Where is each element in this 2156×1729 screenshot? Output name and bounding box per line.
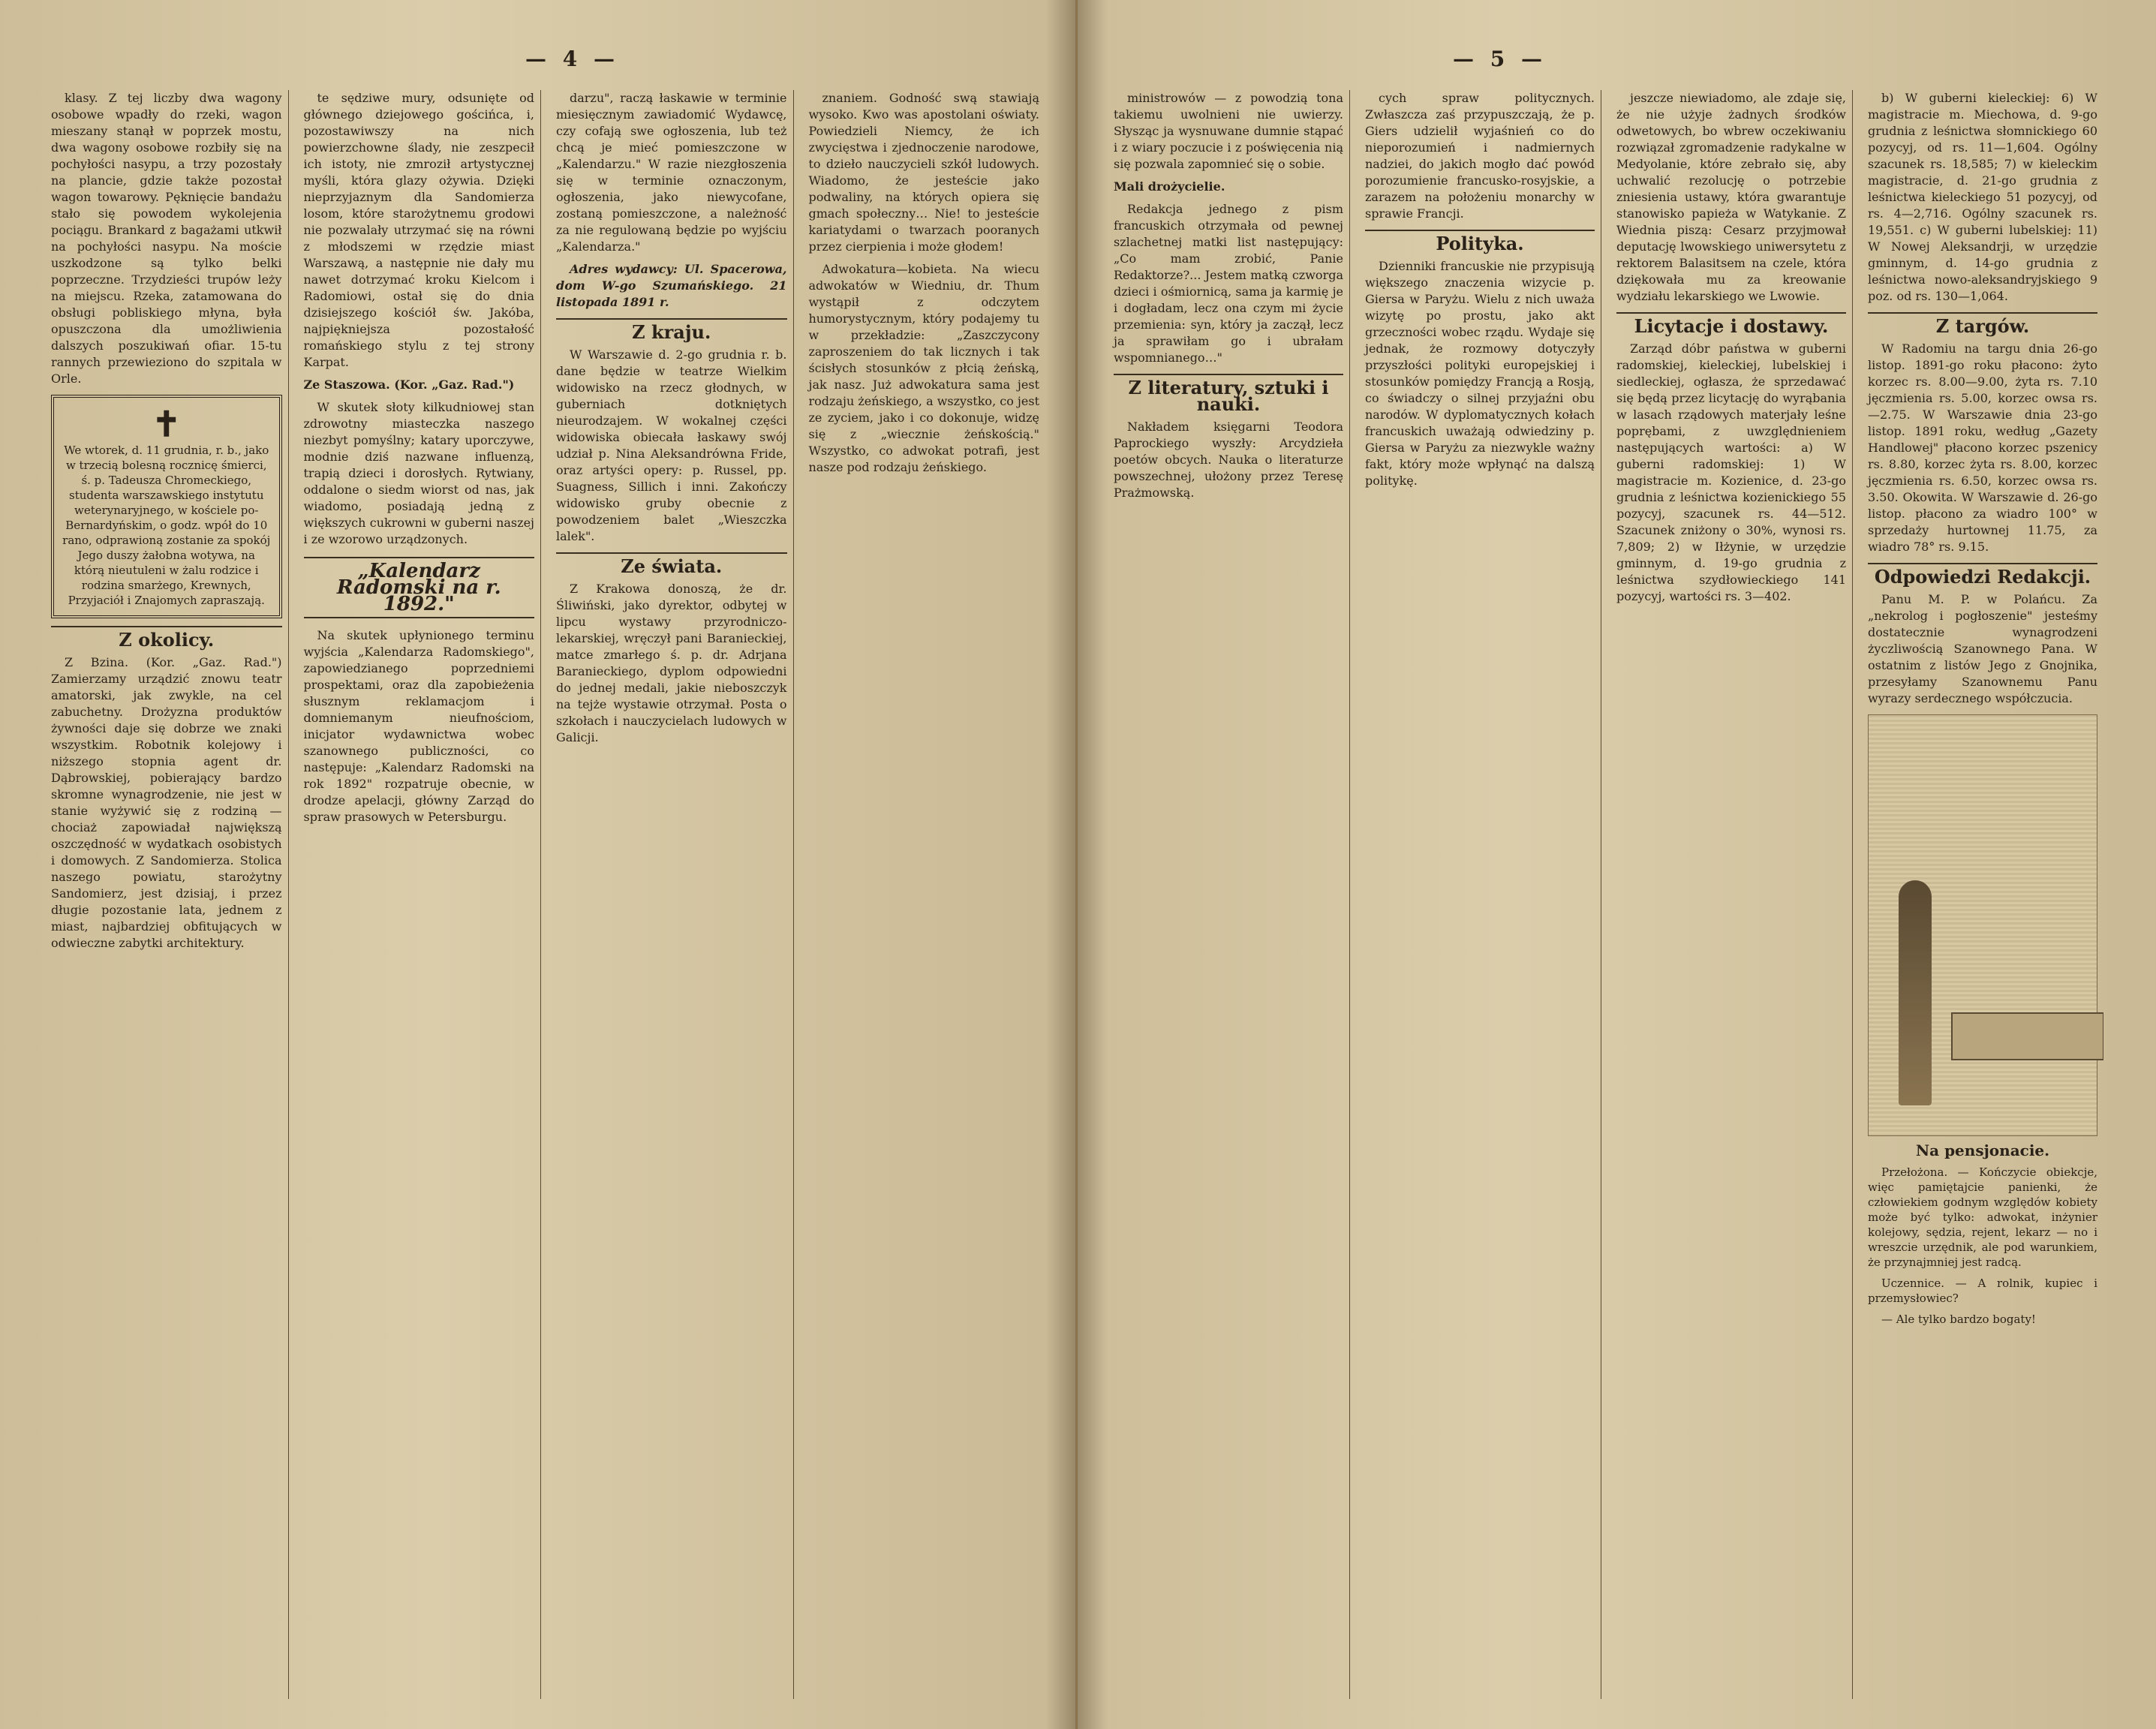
article-text: Na skutek upłynionego terminu wyjścia „Kalendarza Radomskiego", zapowiedzianego poprzedniemi prospektami, oraz dla zapobieżenia słusznym reklamacjom i domniemanym nieufnościom, inicjator wydawnictwa wobec szanownego publiczności, co następuje: „Kalendarz Radomski na rok 1892" rozpatruje obecnie, w drodze apelacji, główny Zarząd do spraw prasowych w Petersburgu. — [303, 628, 534, 824]
illustration-table — [1951, 1012, 2103, 1060]
section-heading: Ze świata. — [556, 552, 787, 575]
column-2 — [298, 90, 542, 1699]
article-text: darzu", raczą łaskawie w terminie miesięcznym zawiadomić Wydawcę, czy cofają swe ogłoszenia, lub też chcą je mieć pomieszczone w „Kalendarzu." W razie niezgłoszenia się w terminie oznaczonym, ogłoszenia, jako niewycofane, zostaną pomieszczone, a należność za nie regulowaną będzie po wyjściu „Kalendarza." — [556, 91, 787, 254]
article-text: Dzienniki francuskie nie przypisują większego znaczenia wizycie p. Giersa w Paryżu. Wielu z nich uważa wizytę po prostu, jako akt grzeczności wobec rządu. Wydaje się jednak, że rozmowy dotyczyły przyszłości polityki europejskiej i stosunków pomiędzy Francją a Rosją, co świadczy o silnej przyjaźni obu narodów. W dyplomatycznych kołach francuskich uważają odwiedziny p. Giersa w Paryżu za niezwykle ważny fakt, który może wpłynąć na dalszą politykę. — [1365, 259, 1595, 488]
column-1 — [45, 90, 289, 1699]
section-heading: Licytacje i dostawy. — [1616, 312, 1846, 335]
illustration-caption: Na pensjonacie. — [1915, 1141, 2050, 1159]
subheading: Ze Staszowa. (Kor. „Gaz. Rad.") — [303, 377, 515, 392]
caption-dialogue — [1868, 1165, 2097, 1327]
article-text: jeszcze niewiadomo, ale zdaje się, że nie użyje żadnych środków odwetowych, bo wbrew oczekiwaniu rozwiązał zgromadzenie radykalne w Medyolanie, które zebrało się, aby uchwalić rezolucję o potrzebie zniesienia ustawy, która gwarantuje stanowisko papieża w Watykanie. Z Wiednia piszą: Cesarz przyjmował deputację lwowskiego uniwersytetu z rektorem Balasitsem na czele, która dziękowała mu za kreowanie wydziału lekarskiego we Lwowie. — [1616, 91, 1846, 303]
article-text: znaniem. Godność swą stawiają wysoko. Kwo was apostolani oświaty. Powiedzieli Niemcy, że ich zwycięstwa i zjednoczenie narodowe, to dzieło nauczycieli szkół ludowych. Wiadomo, że jesteście jako podwaliny, na których opiera się gmach społeczny… Nie! to jesteście kariatydami o twarzach pooranych przez cierpienia i może głodem! — [808, 91, 1039, 254]
article-text: Redakcja jednego z pism francuskich otrzymała od pewnej szlachetnej matki list następujący: „Co mam zrobić, Panie Redaktorze?... Jestem matką czworga dzieci i ośmiornicą, sama ja karmię je i dogładam, lecz ona czym mi życie przemienia: syn, który ja zaczął, lecz ja sprawiłam go i ubrałam wspomnianego…" — [1114, 202, 1343, 365]
columns — [1108, 90, 2103, 1699]
article-text: Adwokatura—kobieta. Na wiecu adwokatów w Wiedniu, dr. Thum wystąpił z odczytem humorystycznym, który podajemy tu w przekładzie: „Zaszczycony zaproszeniem do tak licznych i tak ścisłych stosunków z płcią żeńską, jak nasz. Już adwokatura sama jest rodzaju żeńskiego, a wszystko, co jest ze zyciem, jako i co dokonuje, widzę się z „wiecznie żeńskością." Wszystko, co adwokat potrafi, jest nasze pod rodzaju żeńskiego. — [808, 262, 1039, 474]
dialogue-line: Przełożona. — Kończycie obiekcje, więc pamiętajcie panienki, że człowiekiem godnym względów kobiety może być tylko: adwokat, inżynier kolejowy, sędzia, rejent, lekarz — no i wreszcie urzędnik, ale pod warunkiem, że przynajmniej jest radcą. — [1868, 1165, 2097, 1269]
article-text: Panu M. P. w Polańcu. Za „nekrolog i pogłoszenie" jesteśmy dostatecznie wynagrodzeni życzliwością Szanownego Pana. W ostatnim z listów Jego z Gnojnika, przesyłamy Szanownemu Panu wyrazy serdecznego współczucia. — [1868, 592, 2097, 705]
section-heading: Z okolicy. — [51, 626, 282, 648]
article-text: Nakładem księgarni Teodora Paprockiego wyszły: Arcydzieła poetów obcych. Nauka o literaturze powszechnej, ułożony przez Teresę Prażmowską. — [1114, 419, 1343, 500]
announcement-heading: „Kalendarz Radomski na r. 1892." — [304, 557, 535, 618]
columns — [45, 90, 1045, 1699]
section-heading: Polityka. — [1365, 230, 1595, 252]
illustration-figure — [1899, 880, 1932, 1105]
obituary-text: We wtorek, d. 11 grudnia, r. b., jako w trzecią bolesną rocznicę śmierci, ś. p. Tadeusza Chromeckiego, studenta warszawskiego instytutu weterynaryjnego, w kościele po-Bernardyńskim, o godz. wpół do 10 rano, odprawioną zostanie za spokój Jego duszy żałobna wotywa, na którą nieutuleni w żalu rodzice i rodzina smarżego, Krewnych, Przyjaciół i Znajomych zapraszają. — [62, 444, 271, 607]
column-4 — [803, 90, 1046, 1699]
section-heading: Z targów. — [1868, 312, 2097, 335]
page-gutter-shadow — [1078, 0, 1108, 1729]
column-2 — [1359, 90, 1601, 1699]
column-4 — [1862, 90, 2103, 1699]
publisher-address: Adres wydawcy: Ul. Spacerowa, dom W-go Szumańskiego. 21 listopada 1891 r. — [556, 262, 787, 309]
column-3 — [550, 90, 794, 1699]
engraving-illustration — [1868, 714, 2097, 1136]
dialogue-line: — Ale tylko bardzo bogaty! — [1881, 1313, 2036, 1326]
column-1 — [1108, 90, 1350, 1699]
article-text: ministrowów — z powodzią tona takiemu uwolnieni nie uwierzy. Słysząc ja wysnuwane dumnie stąpać i z wiary poczucie i z poświęcenia nią się pozwala zapomnieć się o sobie. — [1114, 91, 1343, 171]
dialogue-line: Uczennice. — A rolnik, kupiec i przemysłowiec? — [1868, 1276, 2097, 1305]
page-number: — 4 — — [525, 47, 619, 71]
article-text: cych spraw politycznych. Zwłaszcza zaś przypuszczają, że p. Giers udzielił wyjaśnień co do nieporozumień i nadmiernych nadziei, do jakich mogło dać powód porozumienie francusko-rosyjskie, a zarazem na położeniu monarchy w sprawie Francji. — [1365, 91, 1595, 221]
article-text: Z Krakowa donoszą, że dr. Śliwiński, jako dyrektor, odbytej w lipcu wystawy przyrodniczo-lekarskiej, wręczył pani Baranieckiej, matce zmarłego ś. p. dr. Adrjana Baranieckiego, dyplom odpowiedni do jednej medali, jakie nieboszczyk na tejże wystawie otrzymał. Posta o szkołach i nauczycielach ludowych w Galicji. — [556, 582, 787, 744]
subheading: Mali drożycielie. — [1114, 179, 1225, 194]
article-text: te sędziwe mury, odsunięte od głównego dziejowego gościńca, i, pozostawiwszy na nich powierzchowne ślady, nie zeszpecił ich istoty, nie zmroził artystycznej myśli, która glazy ożywia. Dzięki nieprzyjaznym dla Sandomierza losom, które starożytnemu grodowi nie pozwalały utrzymać się na równi z młodszemi w rzędzie miast Warszawą, a następnie nie dały mu nawet dotrzymać kroku Kielcom i Radomiowi, ostał się do dnia dzisiejszego kościół św. Jakóba, najpiękniejsza pozostałość romańskiego stylu z tej strony Karpat. — [303, 91, 534, 369]
article-text: Z Bzina. (Kor. „Gaz. Rad.") Zamierzamy urządzić znowu teatr amatorski, jak zwykle, na cel zabuchetny. Drożyzna produktów żywności daje się dobrze we znaki wszystkim. Robotnik kolejowy i niższego stopnia agent dr. Dąbrowskiej, pobierający bardzo skromne wynagrodzenie, nie jest w stanie wyżywić się z rodziną — chociaż zapowiadał największą oszczędność w wydatkach osobistych i domowych. Z Sandomierza. Stolica naszego powiatu, starożytny Sandomierz, jest dzisiaj, i przez długie pozostanie lata, jednem z miast, najbardziej obfitujących w odwieczne zabytki architektury. — [51, 655, 282, 950]
column-3 — [1610, 90, 1853, 1699]
cross-icon: ✝ — [152, 404, 182, 444]
article-text: Zarząd dóbr państwa w guberni radomskiej, kieleckiej, lubelskiej i siedleckiej, ogłasza, że sprzedawać się będą przez licytację do wyrąbania w lasach rządowych materjały leśne poprębami, z uwzględnieniem następujących wartości: a) W guberni radomskiej: 1) W magistracie m. Kozienice, d. 23-go grudnia z leśnictwa kozienickiego 55 pozycyj, szacunek rs. 44—512. Szacunek zniżony o 30%, wynosi rs. 7,809; 2) w Iłżynie, w urzędzie gminnym, d. 19-go grudnia z leśnictwa szydłowieckiego 141 pozycyj, wartości rs. 3—402. — [1616, 341, 1846, 603]
article-text: W skutek słoty kilkudniowej stan zdrowotny miasteczka naszego niezbyt pomyślny; katary uporczywe, modnie dziś nazwane influenzą, trapią dzieci i dorosłych. Rytwiany, oddalone o siedm wiorst od nas, jak wiadomo, posiadają jedną z większych cukrowni w guberni naszej i ze wzorowo urządzonych. — [303, 400, 534, 546]
article-text: W Radomiu na targu dnia 26-go listop. 1891-go roku płacono: żyto korzec rs. 8.00—9.00, żyta rs. 7.10 jęczmienia rs. 5.00, korzec owsa rs. —2.75. W Warszawie dnia 23-go listop. 1891 roku, według „Gazety Handlowej" płacono korzec pszenicy rs. 8.80, korzec żyta rs. 8.00, korzec jęczmienia rs. 6.50, korzec owsa rs. 3.50. Okowita. W Warszawie d. 26-go listop. płacono za wiadro 100° w sprzedaży hurtownej 11.75, za wiadro 78° rs. 9.15. — [1868, 341, 2097, 554]
obituary-notice — [51, 395, 282, 618]
article-text: W Warszawie d. 2-go grudnia r. b. dane będzie w teatrze Wielkim widowisko na rzecz głodnych, w guberniach dotkniętych nieurodzajem. W wokalnej części widowiska obiecała łaskawy swój udział p. Nina Aleksandrówna Fride, oraz artyści opery: p. Russel, pp. Suagness, Sillich i inni. Zakończy widowisko gruby obecnie z powodzeniem balet „Wieszczka lalek". — [556, 347, 787, 543]
page-number: — 5 — — [1453, 47, 1547, 71]
section-heading: Odpowiedzi Redakcji. — [1868, 563, 2097, 585]
article-text: klasy. Z tej liczby dwa wagony osobowe wpadły do rzeki, wagon mieszany stanął w poprzek mostu, dwa wagony osobowe rozbiły się na pochyłości nasypu, a trzy pozostały na plancie, gdzie także pozostał wagon towarowy. Pęknięcie bandażu stało się powodem wykolejenia pociągu. Brankard z bagażami utkwił na pochyłości nasypu. Na moście uszkodzone są tylko belki poprzeczne. Trzydzieści trupów leży na miejscu. Rzeka, zatamowana do obsługi pobliskiego młyna, była opuszczona dla umożliwienia dalszych poszukiwań ofiar. 15-tu rannych przewieziono do szpitala w Orle. — [51, 91, 282, 386]
right-page — [1078, 0, 2156, 1729]
page-gutter-shadow — [1045, 0, 1075, 1729]
section-heading: Z kraju. — [556, 318, 787, 341]
article-text: b) W guberni kieleckiej: 6) W magistracie m. Miechowa, d. 9-go grudnia z leśnictwa słomnickiego 60 pozycyj, od rs. 11—1,604. Ogólny szacunek rs. 18,585; 7) w kieleckim magistracie, d. 21-go grudnia z leśnictwa kieleckiego 51 pozycyj, od rs. 4—2,716. Ogólny szacunek rs. 19,551. c) W guberni lubelskiej: 11) W Nowej Aleksandrji, w urzędzie gminnym, d. 14-go grudnia z leśnictwa nowo-aleksandryjskiego 9 poz. od rs. 130—1,064. — [1868, 91, 2097, 303]
section-heading: Z literatury, sztuki i nauki. — [1114, 374, 1343, 413]
